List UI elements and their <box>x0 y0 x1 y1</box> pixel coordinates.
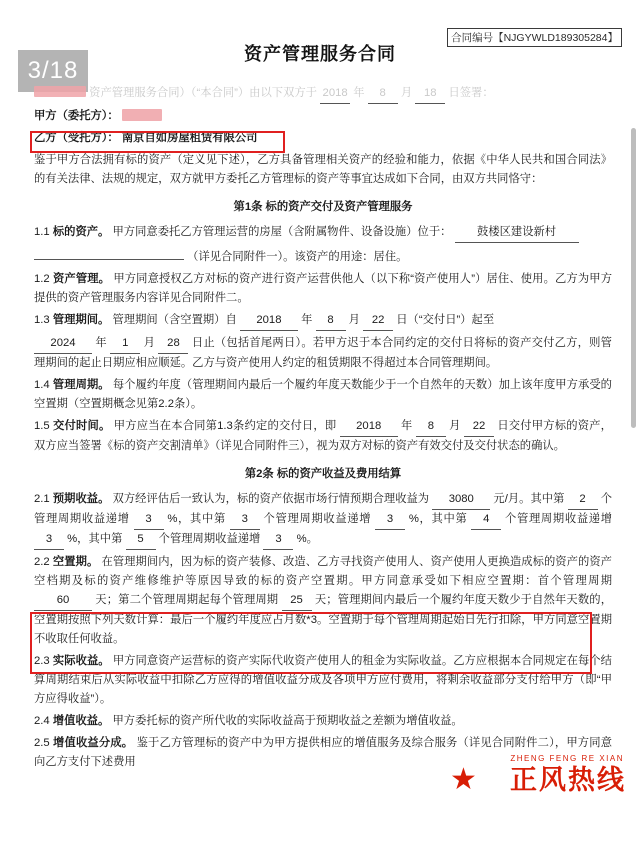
watermark-logo <box>448 747 626 801</box>
y2-unit: 年 <box>95 337 107 349</box>
clause-2-3-text: 甲方同意资产运营标的资产实际代收资产使用人的租金为实际收益。乙方应根据本合同规定在每个结算周期结束后从实际收益中扣除乙方应得的增值收益分成及各项甲方应付费用，将剩余收益部分支付给甲方（即“甲方应得收益”）。 <box>34 655 612 705</box>
clause-1-2-text: 甲方同意授权乙方对标的资产进行资产运营供他人（以下称“资产使用人”）居住、使用。乙方为甲方提供的资产管理服务内容详见合同附件二。 <box>34 273 612 304</box>
intro-day: 18 <box>415 84 445 104</box>
m2-unit: 月 <box>143 337 156 349</box>
clause-2-5-title: 增值收益分成。 <box>53 737 134 749</box>
scrollbar-track[interactable] <box>633 0 638 853</box>
m1-unit: 月 <box>348 314 360 326</box>
clause-1-5-month: 8 <box>416 417 446 437</box>
clause-1-3-text-a: 管理期间（含空置期）自 <box>112 314 237 326</box>
clause-2-4 <box>34 712 612 731</box>
clause-2-5-text: 鉴于乙方管理标的资产中为甲方提供相应的增值服务及综合服务（详见合同附件二），甲方同意向乙方支付下述费用 <box>34 737 613 768</box>
watermark-main-text: 正风热线 <box>510 765 626 795</box>
clause-1-3-cont <box>34 334 612 373</box>
clause-2-1-rate-3: 3 <box>375 510 405 530</box>
party-b-label: 乙方（受托方）： <box>34 132 119 144</box>
intro-faded-text: 资产管理服务合同）（“本合同”）由以下双方于 <box>89 87 317 99</box>
clause-2-2-text-a: 在管理期间内，因为标的资产装修、改造、乙方寻找资产使用人、资产使用人更换造成标的资产的资产空档期及标的资产维修维护等原因导致的标的资产空置期。甲方同意承受如下相应空置期：首个管理周期 <box>34 556 612 587</box>
clause-2-1-unit: 元/月。其中第 <box>493 493 565 505</box>
clause-2-4-number: 2.4 <box>34 715 50 727</box>
clause-2-1-text-f: 个管理周期收益递增 <box>505 513 613 525</box>
clause-2-1-rate-4: 3 <box>34 530 64 550</box>
page-indicator-badge: 3/18 <box>18 50 88 92</box>
clause-2-1-period-5: 5 <box>126 530 156 550</box>
clause-1-3-end-month: 1 <box>110 334 140 354</box>
party-b-line <box>34 129 612 148</box>
clause-2-2 <box>34 553 612 649</box>
clause-1-1-text-b: （详见合同附件一）。该资产的用途：居住。 <box>187 251 408 263</box>
clause-2-2-later-vacancy-days: 25 <box>282 591 312 611</box>
clause-1-3-start-year: 2018 <box>240 311 298 331</box>
clause-2-1-text-e: %，其中第 <box>408 513 468 525</box>
section-2-heading: 第2条 标的资产收益及费用结算 <box>244 468 402 480</box>
clause-2-2-number: 2.2 <box>34 556 50 568</box>
clause-2-1-text-h: 个管理周期收益递增 <box>158 533 261 545</box>
clause-1-3-start-month: 8 <box>316 311 346 331</box>
clause-1-1-number: 1.1 <box>34 226 50 238</box>
clause-1-5-text-a: 甲方应当在本合同第1.3条约定的交付日，即 <box>113 420 337 432</box>
clause-2-1-text-a: 双方经评估后一致认为，标的资产依据市场行情预期合理收益为 <box>112 493 430 505</box>
clause-2-3 <box>34 652 612 709</box>
clause-2-1 <box>34 490 612 550</box>
clause-1-2-number: 1.2 <box>34 273 50 285</box>
y1-unit: 年 <box>301 314 313 326</box>
clause-2-1-text-d: 个管理周期收益递增 <box>263 513 372 525</box>
clause-2-1-amount: 3080 <box>432 490 490 510</box>
watermark-sub-text: ZHENG FENG RE XIAN <box>510 754 624 763</box>
clause-1-1-address: 鼓楼区建设新村 <box>455 223 579 243</box>
clause-1-4-number: 1.4 <box>34 379 50 391</box>
redaction-mark <box>34 86 86 97</box>
clause-2-2-title: 空置期。 <box>52 556 99 568</box>
clause-2-2-text-c: 天；管理期间内最后一个履约年度天数少于自然年天数的，空置期按照下列天数计算：最后一个履约年度应占月数*3。空置期于每个管理周期起始日先行扣除，甲方同意空置期不收取任何收益。 <box>34 594 612 645</box>
intro-year: 2018 <box>320 84 350 104</box>
scrollbar-thumb[interactable] <box>631 128 636 428</box>
clause-2-3-number: 2.3 <box>34 655 50 667</box>
clause-1-5-number: 1.5 <box>34 420 50 432</box>
clause-2-4-title: 增值收益。 <box>52 715 110 727</box>
clause-1-2 <box>34 270 612 308</box>
clause-1-4-text: 每个履约年度（管理期间内最后一个履约年度天数能少于一个自然年的天数）加上该年度甲方承受的空置期（空置期概念见第2.2条）。 <box>34 379 612 410</box>
clause-2-3-title: 实际收益。 <box>52 655 110 667</box>
clause-1-4 <box>34 376 612 414</box>
clause-1-3-text-b: 日（“交付日”）起至 <box>396 314 495 326</box>
clause-2-1-text-b: 个管理周期收益递增 <box>34 493 613 525</box>
party-a-line <box>34 107 612 126</box>
star-icon: ★ <box>450 763 477 796</box>
contract-body <box>34 84 612 775</box>
clause-2-1-title: 预期收益。 <box>52 493 110 505</box>
party-a-label: 甲方（委托方）： <box>34 110 119 122</box>
clause-2-2-text-b: 天；第二个管理周期起每个管理周期 <box>95 594 279 606</box>
clause-1-3-start-day: 22 <box>363 311 393 331</box>
clause-1-5 <box>34 417 612 456</box>
clause-2-5-number: 2.5 <box>34 737 50 749</box>
clause-1-1-text-a: 甲方同意委托乙方管理运营的房屋（含附属物件、设备设施）位于： <box>112 226 452 238</box>
clause-2-1-period-2: 2 <box>568 490 598 510</box>
y3-unit: 年 <box>401 420 413 432</box>
clause-1-3-text-c: 日止（包括首尾两日）。若甲方迟于本合同约定的交付日将标的资产交付乙方，则管理期间的起止日期应相应顺延。乙方与资产使用人约定的租赁期限不得超过本合同管理期间。 <box>34 337 612 369</box>
clause-1-1-address-blank <box>34 246 184 260</box>
section-1-heading: 第1条 标的资产交付及资产管理服务 <box>233 201 413 213</box>
intro-day-unit: 日签署： <box>448 87 494 99</box>
clause-1-4-title: 管理周期。 <box>52 379 110 391</box>
clause-1-5-title: 交付时间。 <box>53 420 111 432</box>
intro-month-unit: 月 <box>400 87 413 99</box>
contract-number: 合同编号【NJGYWLD189305284】 <box>447 28 622 47</box>
clause-2-1-text-i: %。 <box>296 533 318 545</box>
clause-2-1-period-3: 3 <box>230 510 260 530</box>
clause-1-3-title: 管理期间。 <box>52 314 110 326</box>
clause-1-3-number: 1.3 <box>34 314 50 326</box>
clause-2-1-rate-5: 3 <box>263 530 293 550</box>
party-b-value: 南京自如房屋租赁有限公司 <box>121 132 258 144</box>
clause-1-1-cont <box>34 246 612 267</box>
clause-1-5-year: 2018 <box>340 417 398 437</box>
party-a-redaction <box>122 109 162 121</box>
clause-2-2-first-vacancy-days: 60 <box>34 591 92 611</box>
clause-1-2-title: 资产管理。 <box>52 273 111 285</box>
clause-1-3-end-year: 2024 <box>34 334 92 354</box>
clause-2-1-number: 2.1 <box>34 493 50 505</box>
clause-1-3 <box>34 311 612 331</box>
clause-2-1-text-g: %，其中第 <box>67 533 123 545</box>
clause-1-5-day: 22 <box>464 417 494 437</box>
m3-unit: 月 <box>449 420 461 432</box>
clause-2-1-period-4: 4 <box>471 510 501 530</box>
clause-1-1-title: 标的资产。 <box>52 226 110 238</box>
page-title: 资产管理服务合同 <box>244 44 396 64</box>
clause-2-1-text-c: %，其中第 <box>167 513 226 525</box>
intro-line <box>34 84 612 104</box>
clause-1-3-end-day: 28 <box>158 334 188 354</box>
clause-2-4-text: 甲方委托标的资产所代收的实际收益高于预期收益之差额为增值收益。 <box>112 715 463 727</box>
clause-1-1 <box>34 223 612 243</box>
recitals-paragraph: 鉴于甲方合法拥有标的资产（定义见下述），乙方具备管理相关资产的经验和能力，依据《中华人民共和国合同法》的有关法律、法规的规定，双方就甲方委托乙方管理标的资产等事宜达成如下合同，由双方共同恪守： <box>34 154 612 185</box>
clause-1-5-text-b: 日交付甲方标的资产，双方应当签署《标的资产交割清单》（详见合同附件三），视为双方对标的资产有效交付及交付状态的确认。 <box>34 420 612 452</box>
clause-2-1-rate-2: 3 <box>134 510 164 530</box>
intro-year-unit: 年 <box>353 87 365 99</box>
intro-month: 8 <box>368 84 398 104</box>
